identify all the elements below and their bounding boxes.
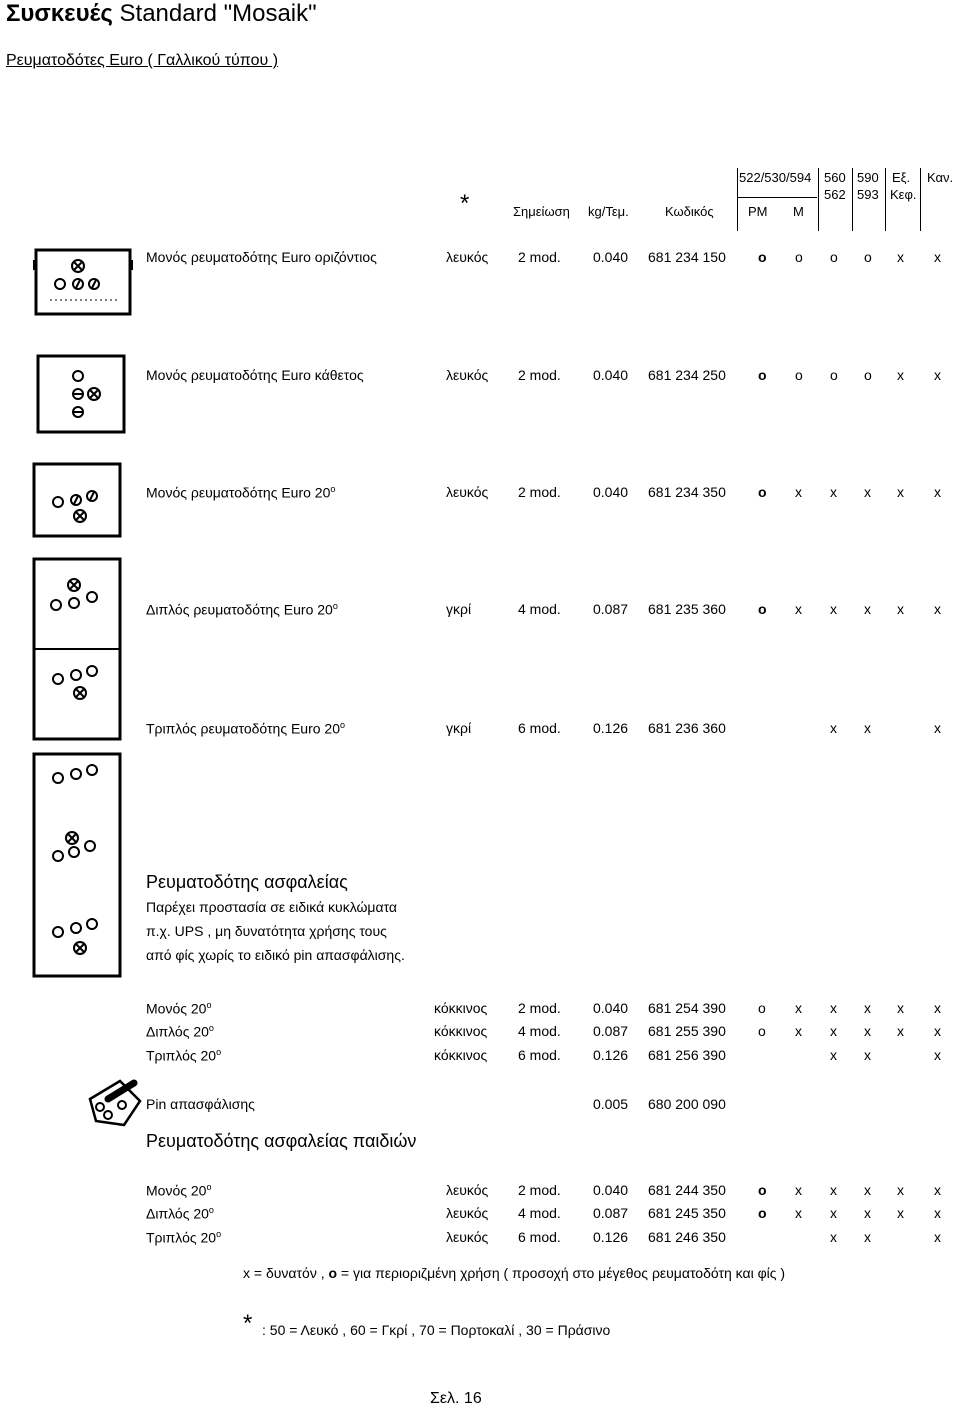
safety-pin-icon [84, 1075, 148, 1131]
degree-sup: o [340, 720, 346, 730]
row-availability: x [897, 484, 904, 500]
row-availability: o [864, 367, 872, 383]
header-pm: PM [748, 204, 768, 219]
row-availability: x [934, 484, 941, 500]
row-availability: o [758, 367, 767, 383]
page-number: Σελ. 16 [430, 1390, 482, 1407]
header-note: Σημείωση [513, 204, 570, 219]
colors-note: : 50 = Λευκό , 60 = Γκρί , 70 = Πορτοκαλί , 30 = Πράσινο [262, 1322, 611, 1338]
row-availability: x [830, 1229, 837, 1245]
row-availability: x [897, 249, 904, 265]
row-weight: 0.126 [593, 720, 629, 736]
header-kef: Κεφ. [890, 187, 917, 202]
row-availability: x [830, 1023, 837, 1039]
row-availability: x [795, 484, 802, 500]
row-availability: x [897, 601, 904, 617]
row-availability: x [864, 1000, 871, 1016]
row-name: Μονός ρευματοδότης Euro 20$^o$ [146, 484, 336, 501]
row-availability: x [864, 1023, 871, 1039]
row-availability: x [934, 1182, 941, 1198]
row-availability: x [864, 1182, 871, 1198]
row-availability: x [934, 601, 941, 617]
row-name: Μονός ρευματοδότης Euro οριζόντιος [146, 249, 377, 265]
row-weight: 0.087 [593, 1023, 629, 1039]
socket-20deg-single-icon [28, 460, 128, 540]
header-m: M [793, 204, 804, 219]
row-code: 681 255 390 [648, 1023, 726, 1039]
header-562: 562 [824, 187, 846, 202]
row-name: Διπλός 20$^o$ [146, 1023, 214, 1040]
header-code: Κωδικός [665, 204, 714, 219]
row-weight: 0.040 [593, 1182, 629, 1198]
row-availability: x [934, 1205, 941, 1221]
row-weight: 0.040 [593, 367, 629, 383]
row-module: 2 mod. [518, 484, 561, 500]
row-availability: x [830, 1000, 837, 1016]
row-code: 681 256 390 [648, 1047, 726, 1063]
row-name: Διπλός ρευματοδότης Euro 20$^o$ [146, 601, 338, 618]
row-availability: x [864, 484, 871, 500]
header-kan: Καν. [927, 170, 954, 185]
row-color: λευκός [446, 249, 489, 265]
row-color: λευκός [446, 1205, 489, 1221]
row-name: Τριπλός 20$^o$ [146, 1047, 222, 1064]
row-availability: x [934, 1023, 941, 1039]
row-availability: x [830, 720, 837, 736]
row-availability: x [795, 1023, 802, 1039]
row-weight: 0.040 [593, 484, 629, 500]
row-availability: x [934, 720, 941, 736]
row-code: 681 234 350 [648, 484, 726, 500]
row-availability: o [758, 1000, 766, 1016]
page-title: Συσκευές Standard "Mosaik" [6, 0, 317, 27]
row-availability: o [830, 367, 838, 383]
row-availability: x [795, 1000, 802, 1016]
row-weight: 0.126 [593, 1229, 629, 1245]
row-color: κόκκινος [434, 1047, 488, 1063]
row-availability: x [897, 1000, 904, 1016]
row-weight: 0.040 [593, 1000, 629, 1016]
child-safety-heading: Ρευματοδότης ασφαλείας παιδιών [146, 1131, 417, 1151]
row-availability: o [758, 1205, 767, 1221]
row-weight: 0.126 [593, 1047, 629, 1063]
row-module: 2 mod. [518, 1000, 561, 1016]
row-availability: x [934, 1047, 941, 1063]
row-availability: x [864, 720, 871, 736]
row-availability: x [795, 601, 802, 617]
row-availability: x [864, 1205, 871, 1221]
row-availability: x [897, 1182, 904, 1198]
row-availability: x [864, 601, 871, 617]
pin-name: Pin απασφάλισης [146, 1096, 255, 1112]
degree-sup: o [208, 1023, 214, 1033]
safety-desc-1: Παρέχει προστασία σε ειδικά κυκλώματα [146, 899, 398, 915]
row-module: 6 mod. [518, 1047, 561, 1063]
row-code: 681 254 390 [648, 1000, 726, 1016]
row-availability: x [934, 249, 941, 265]
row-name: Μονός ρευματοδότης Euro κάθετος [146, 367, 364, 383]
row-availability: o [758, 249, 767, 265]
row-color: κόκκινος [434, 1000, 488, 1016]
row-color: λευκός [446, 1229, 489, 1245]
degree-sup: o [216, 1229, 222, 1239]
row-color: λευκός [446, 484, 489, 500]
row-availability: x [830, 1205, 837, 1221]
row-code: 681 236 360 [648, 720, 726, 736]
row-availability: x [830, 1047, 837, 1063]
row-color: λευκός [446, 367, 489, 383]
header-593: 593 [857, 187, 879, 202]
row-code: 681 244 350 [648, 1182, 726, 1198]
row-color: κόκκινος [434, 1023, 488, 1039]
row-module: 2 mod. [518, 249, 561, 265]
row-availability: x [795, 1182, 802, 1198]
row-availability: x [897, 1023, 904, 1039]
row-weight: 0.087 [593, 1205, 629, 1221]
row-availability: x [830, 1182, 837, 1198]
row-availability: x [934, 367, 941, 383]
degree-sup: o [330, 484, 336, 494]
degree-sup: o [332, 601, 338, 611]
degree-sup: o [216, 1047, 222, 1057]
safety-heading: Ρευματοδότης ασφαλείας [146, 872, 348, 892]
header-ex: Εξ. [892, 170, 911, 185]
header-series-group: 522/530/594 [739, 170, 812, 185]
row-availability: x [897, 1205, 904, 1221]
row-availability: o [795, 249, 803, 265]
row-weight: 0.087 [593, 601, 629, 617]
row-module: 4 mod. [518, 1023, 561, 1039]
header-560: 560 [824, 170, 846, 185]
row-module: 2 mod. [518, 367, 561, 383]
row-code: 681 245 350 [648, 1205, 726, 1221]
degree-sup: o [206, 1182, 212, 1192]
row-code: 681 246 350 [648, 1229, 726, 1245]
row-module: 2 mod. [518, 1182, 561, 1198]
degree-sup: o [206, 1000, 212, 1010]
row-availability: x [897, 367, 904, 383]
row-code: 681 235 360 [648, 601, 726, 617]
row-availability: x [795, 1205, 802, 1221]
row-module: 6 mod. [518, 1229, 561, 1245]
safety-desc-3: από φίς χωρίς το ειδικό pin απασφάλισης. [146, 947, 405, 963]
row-availability: x [864, 1229, 871, 1245]
row-name: Τριπλός 20$^o$ [146, 1229, 222, 1246]
pin-code: 680 200 090 [648, 1096, 726, 1112]
pin-weight: 0.005 [593, 1096, 629, 1112]
row-availability: o [864, 249, 872, 265]
socket-20deg-triple-icon [28, 748, 128, 980]
row-name: Διπλός 20$^o$ [146, 1205, 214, 1222]
header-weight: kg/Τεμ. [588, 204, 629, 219]
row-availability: o [758, 1182, 767, 1198]
row-module: 4 mod. [518, 1205, 561, 1221]
row-code: 681 234 250 [648, 367, 726, 383]
header-star: * [460, 190, 470, 217]
row-color: γκρί [446, 720, 472, 736]
row-name: Μονός 20$^o$ [146, 1000, 212, 1017]
row-code: 681 234 150 [648, 249, 726, 265]
socket-horizontal-icon [30, 240, 140, 320]
row-availability: o [830, 249, 838, 265]
socket-20deg-double-icon [28, 555, 128, 745]
socket-vertical-icon [30, 350, 130, 436]
row-availability: x [934, 1000, 941, 1016]
safety-desc-2: π.χ. UPS , μη δυνατότητα χρήσης τους [146, 923, 387, 939]
row-weight: 0.040 [593, 249, 629, 265]
row-availability: o [758, 1023, 766, 1039]
row-name: Μονός 20$^o$ [146, 1182, 212, 1199]
row-availability: o [758, 484, 767, 500]
row-name: Τριπλός ρευματοδότης Euro 20$^o$ [146, 720, 346, 737]
row-module: 4 mod. [518, 601, 561, 617]
row-module: 6 mod. [518, 720, 561, 736]
row-availability: x [830, 601, 837, 617]
row-availability: o [795, 367, 803, 383]
row-availability: x [830, 484, 837, 500]
row-color: γκρί [446, 601, 472, 617]
row-availability: o [758, 601, 767, 617]
degree-sup: o [208, 1205, 214, 1215]
legend: x = δυνατόν , o = για περιοριζμένη χρήση ( προσοχή στο μέγεθος ρευματοδότη και φίς ) [243, 1265, 786, 1281]
colors-note-star: * [243, 1310, 253, 1337]
section-subtitle: Ρευματοδότες Euro ( Γαλλικού τύπου ) [6, 52, 279, 69]
row-color: λευκός [446, 1182, 489, 1198]
header-590: 590 [857, 170, 879, 185]
row-availability: x [934, 1229, 941, 1245]
row-availability: x [864, 1047, 871, 1063]
